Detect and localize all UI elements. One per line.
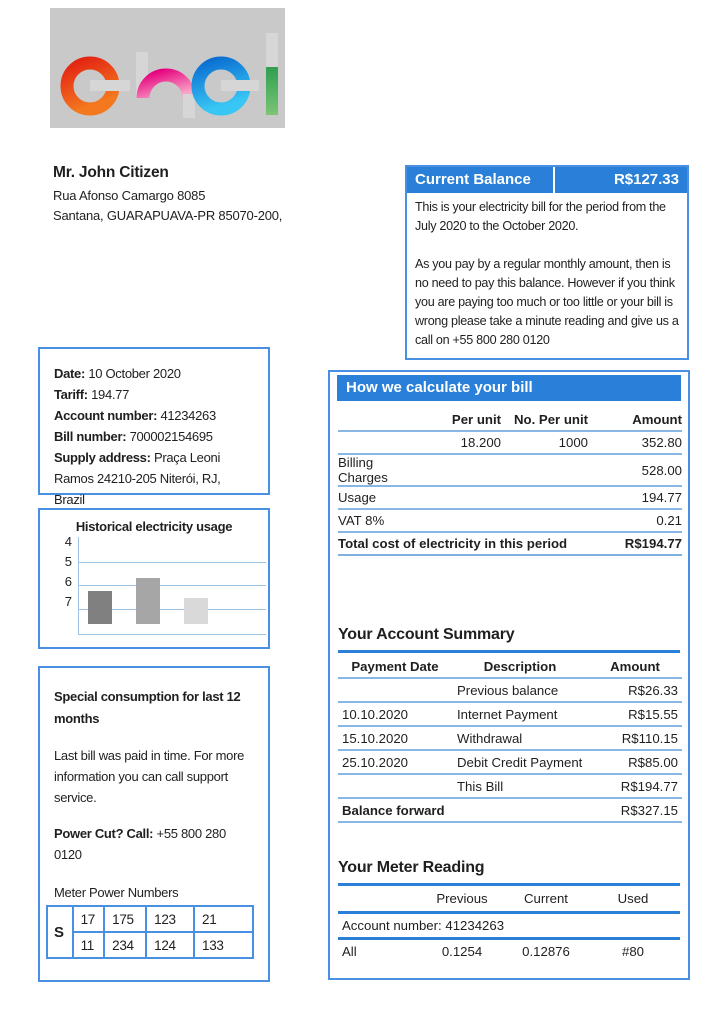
- bill-number-label: Bill number:: [54, 429, 127, 444]
- detail-tariff: [54, 384, 254, 405]
- calc-label: Usage: [338, 486, 421, 509]
- payment-description: This Bill: [452, 774, 588, 798]
- special-title: Special consumption for last 12 months: [54, 689, 241, 726]
- reading-used: #80: [621, 944, 644, 960]
- account-number-value: 41234263: [160, 408, 216, 423]
- logo-letter-n: [143, 75, 189, 98]
- col-per-unit: Per unit: [421, 408, 501, 431]
- meter-cell: 17: [73, 906, 105, 932]
- current-balance-header: [407, 167, 687, 193]
- power-cut-line: [54, 823, 254, 865]
- col-amount: Amount: [588, 655, 682, 678]
- logo-letter-l-bottom: [266, 67, 278, 115]
- payment-amount: R$85.00: [588, 750, 682, 774]
- chart-bar: [136, 578, 160, 624]
- account-summary-title: Your Account Summary: [338, 626, 680, 653]
- chart-plot: [64, 534, 266, 635]
- meter-account-number: Account number: 41234263: [342, 917, 505, 933]
- col-no-per-unit: No. Per unit: [501, 408, 588, 431]
- tariff-value: 194.77: [91, 387, 130, 402]
- calc-amount: 0.21: [588, 509, 682, 532]
- current-balance-amount: R$127.33: [555, 167, 687, 193]
- y-axis-tick-label: 4: [64, 534, 72, 549]
- calc-amount: 194.77: [588, 486, 682, 509]
- power-cut-number: +55 800 280 0120: [54, 826, 226, 862]
- bill-calc-header: How we calculate your bill: [337, 375, 681, 401]
- table-header-row: [338, 886, 680, 912]
- customer-name: Mr. John Citizen: [53, 164, 169, 181]
- current-balance-box: [405, 165, 689, 360]
- chart-bar: [184, 598, 208, 624]
- balance-forward-label: Balance forward: [338, 798, 588, 822]
- balance-paragraph-2: As you pay by a regular monthly amount, then is no need to pay this balance. However if you think you are paying too much or too little or your bill is wrong please take a minute reading and give us a call on +55 800 280 0120: [415, 257, 679, 347]
- meter-cell: 133: [194, 932, 253, 958]
- current-balance-title: Current Balance: [407, 167, 553, 193]
- col-used: Used: [617, 890, 649, 906]
- power-cut-label: Power Cut? Call:: [54, 826, 154, 841]
- payment-amount: R$110.15: [588, 726, 682, 750]
- total-amount: R$194.77: [588, 532, 682, 555]
- chart-bar: [88, 591, 112, 624]
- chart-title: Historical electricity usage: [75, 519, 233, 534]
- current-balance-body: [407, 193, 687, 358]
- calc-no-per-unit: [501, 486, 588, 509]
- payment-description: Debit Credit Payment: [452, 750, 588, 774]
- supply-address-value: Praça Leoni Ramos 24210-205 Niterói, RJ, Brazil: [54, 450, 221, 507]
- col-description: Description: [452, 655, 588, 678]
- table-row: [338, 726, 682, 750]
- total-label: Total cost of electricity in this period: [338, 532, 588, 555]
- special-consumption-box: [38, 666, 270, 982]
- bill-number-value: 700002154695: [129, 429, 213, 444]
- table-row: [338, 774, 682, 798]
- reading-current: 0.12876: [522, 944, 570, 960]
- meter-row-header: S: [47, 906, 73, 958]
- payment-amount: R$194.77: [588, 774, 682, 798]
- meter-cell: 123: [146, 906, 194, 932]
- table-row: [338, 486, 682, 509]
- col-amount: Amount: [588, 408, 682, 431]
- table-row: [338, 431, 682, 454]
- meter-cell: 21: [194, 906, 253, 932]
- table-row: [338, 702, 682, 726]
- table-row: [338, 678, 682, 702]
- calc-no-per-unit: [501, 454, 588, 486]
- calc-no-per-unit: [501, 509, 588, 532]
- meter-reading-table: [338, 886, 680, 964]
- special-body: Last bill was paid in time. For more information you can call support service.: [54, 748, 245, 805]
- payment-description: Withdrawal: [452, 726, 588, 750]
- col-previous: Previous: [436, 890, 488, 906]
- logo-bar-3: [183, 94, 195, 118]
- payment-date: 10.10.2020: [338, 702, 452, 726]
- meter-cell: 234: [104, 932, 146, 958]
- table-row: [47, 906, 253, 932]
- meter-cell: 11: [73, 932, 105, 958]
- detail-date: [54, 363, 254, 384]
- payment-date: 25.10.2020: [338, 750, 452, 774]
- y-axis-tick-label: 7: [64, 594, 72, 609]
- calc-no-per-unit: 1000: [501, 431, 588, 454]
- table-row: [338, 454, 682, 486]
- meter-cell: 124: [146, 932, 194, 958]
- detail-bill-number: [54, 426, 254, 447]
- calc-label: Billing Charges: [338, 454, 421, 486]
- reading-label: All: [342, 944, 357, 960]
- table-row: [338, 750, 682, 774]
- detail-supply-address: [54, 447, 254, 510]
- meter-reading-row: [338, 938, 680, 964]
- calc-label: [338, 431, 421, 454]
- meter-cell: 175: [104, 906, 146, 932]
- payment-amount: R$26.33: [588, 678, 682, 702]
- y-axis-tick-label: 6: [64, 574, 72, 589]
- bill-calc-table: [338, 408, 682, 556]
- tariff-label: Tariff:: [54, 387, 88, 402]
- calc-per-unit: [421, 509, 501, 532]
- enel-logo: [50, 8, 285, 128]
- calc-per-unit: [421, 486, 501, 509]
- payment-description: Internet Payment: [452, 702, 588, 726]
- logo-bar-4: [221, 80, 259, 91]
- account-number-label: Account number:: [54, 408, 158, 423]
- meter-power-numbers-table: [46, 905, 254, 959]
- date-label: Date:: [54, 366, 86, 381]
- balance-forward-row: [338, 798, 682, 822]
- account-number-row: [338, 912, 680, 938]
- account-details-box: [38, 347, 270, 507]
- calc-amount: 528.00: [588, 454, 682, 486]
- logo-bar-1: [90, 80, 130, 91]
- balance-forward-amount: R$327.15: [588, 798, 682, 822]
- chart-gridline: [79, 562, 266, 563]
- enel-logo-graphic: [50, 8, 285, 128]
- reading-previous: 0.1254: [441, 944, 483, 960]
- table-header-row: [338, 408, 682, 431]
- balance-paragraph-1: This is your electricity bill for the period from the July 2020 to the October 2020.: [415, 200, 666, 233]
- customer-address-block: [53, 163, 282, 226]
- logo-letter-l-top: [266, 33, 278, 69]
- payment-date: [338, 678, 452, 702]
- table-row: [47, 932, 253, 958]
- calc-amount: 352.80: [588, 431, 682, 454]
- calc-per-unit: [421, 454, 501, 486]
- chart-gridline: [79, 585, 266, 586]
- supply-address-label: Supply address:: [54, 450, 151, 465]
- payment-amount: R$15.55: [588, 702, 682, 726]
- meter-power-numbers-label: Meter Power Numbers: [54, 885, 179, 900]
- date-value: 10 October 2020: [88, 366, 181, 381]
- y-axis-tick-label: 5: [64, 554, 72, 569]
- total-row: [338, 532, 682, 555]
- table-header-row: [338, 655, 682, 678]
- col-payment-date: Payment Date: [338, 655, 452, 678]
- payment-description: Previous balance: [452, 678, 588, 702]
- meter-reading-title: Your Meter Reading: [338, 859, 680, 886]
- calc-per-unit: 18.200: [421, 431, 501, 454]
- usage-chart-box: [38, 508, 270, 649]
- col-current: Current: [524, 890, 568, 906]
- calc-label: VAT 8%: [338, 509, 421, 532]
- customer-address-line1: Rua Afonso Camargo 8085: [53, 188, 206, 203]
- table-row: [338, 509, 682, 532]
- payment-date: 15.10.2020: [338, 726, 452, 750]
- detail-account-number: [54, 405, 254, 426]
- bill-details-panel: [328, 370, 690, 980]
- customer-address-line2: Santana, GUARAPUAVA-PR 85070-200,: [53, 208, 283, 223]
- payment-date: [338, 774, 452, 798]
- account-summary-table: [338, 655, 682, 823]
